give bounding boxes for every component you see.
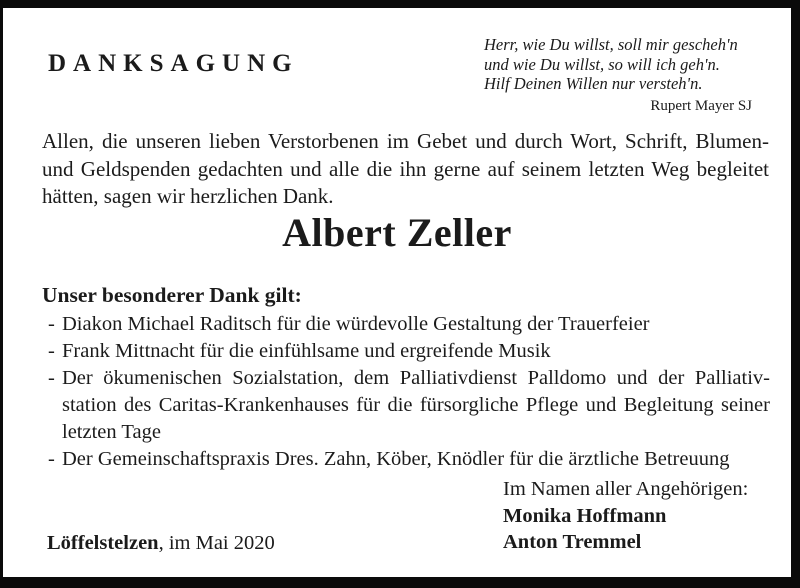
on-behalf-line: Im Namen aller Angehörigen: [503, 478, 749, 500]
closing-block [503, 476, 748, 556]
family-names [503, 503, 748, 556]
place-name: Löffelstelzen [47, 532, 159, 554]
thanks-item [42, 311, 770, 338]
place-date-line [47, 532, 275, 555]
dash-bullet: - [48, 367, 55, 389]
thanks-heading: Unser besonderer Dank gilt: [42, 283, 302, 307]
quote-line: Herr, wie Du willst, soll mir gescheh'n [484, 35, 738, 54]
quote-line: und wie Du willst, so will ich geh'n. [484, 54, 720, 74]
deceased-name: Albert Zeller [282, 210, 512, 255]
dash-bullet: - [48, 448, 55, 470]
thanks-item-text: Der ökumenischen Sozialstation, dem Palliativdienst Palldomo und der Palliativstation des Caritas-Krankenhauses für die fürsorgliche Pflege und Begleitung seiner letzten Tage [62, 367, 770, 443]
thanks-item [42, 338, 770, 365]
family-name: Anton Tremmel [503, 531, 642, 553]
quote-line: Hilf Deinen Willen nur versteh'n. [484, 74, 703, 93]
thanks-item [42, 446, 770, 473]
thanks-list [42, 311, 770, 473]
date-text: , im Mai 2020 [158, 532, 275, 554]
quote-block [484, 35, 752, 116]
quote-lines [484, 35, 752, 94]
thanks-item [42, 365, 770, 446]
intro-paragraph: Allen, die unseren lieben Verstorbenen im Gebet und durch Wort, Schrift, Blumen- und Geldspenden gedachten und alle die ihn gerne auf seinem letzten Weg begleitet hätten, sagen wir herzlichen Dank. [42, 129, 769, 208]
family-name: Monika Hoffmann [503, 504, 667, 527]
quote-attribution: Rupert Mayer SJ [650, 97, 752, 114]
kicker-danksagung: DANKSAGUNG [48, 50, 299, 77]
dash-bullet: - [48, 313, 55, 335]
thanks-item-text: Der Gemeinschaftspraxis Dres. Zahn, Köber, Knödler für die ärztliche Betreuung [62, 448, 730, 470]
dash-bullet: - [48, 340, 55, 362]
thanks-item-text: Diakon Michael Raditsch für die würdevolle Gestaltung der Trauerfeier [62, 313, 650, 335]
thanks-item-text: Frank Mittnacht für die einfühlsame und ergreifende Musik [62, 340, 551, 362]
